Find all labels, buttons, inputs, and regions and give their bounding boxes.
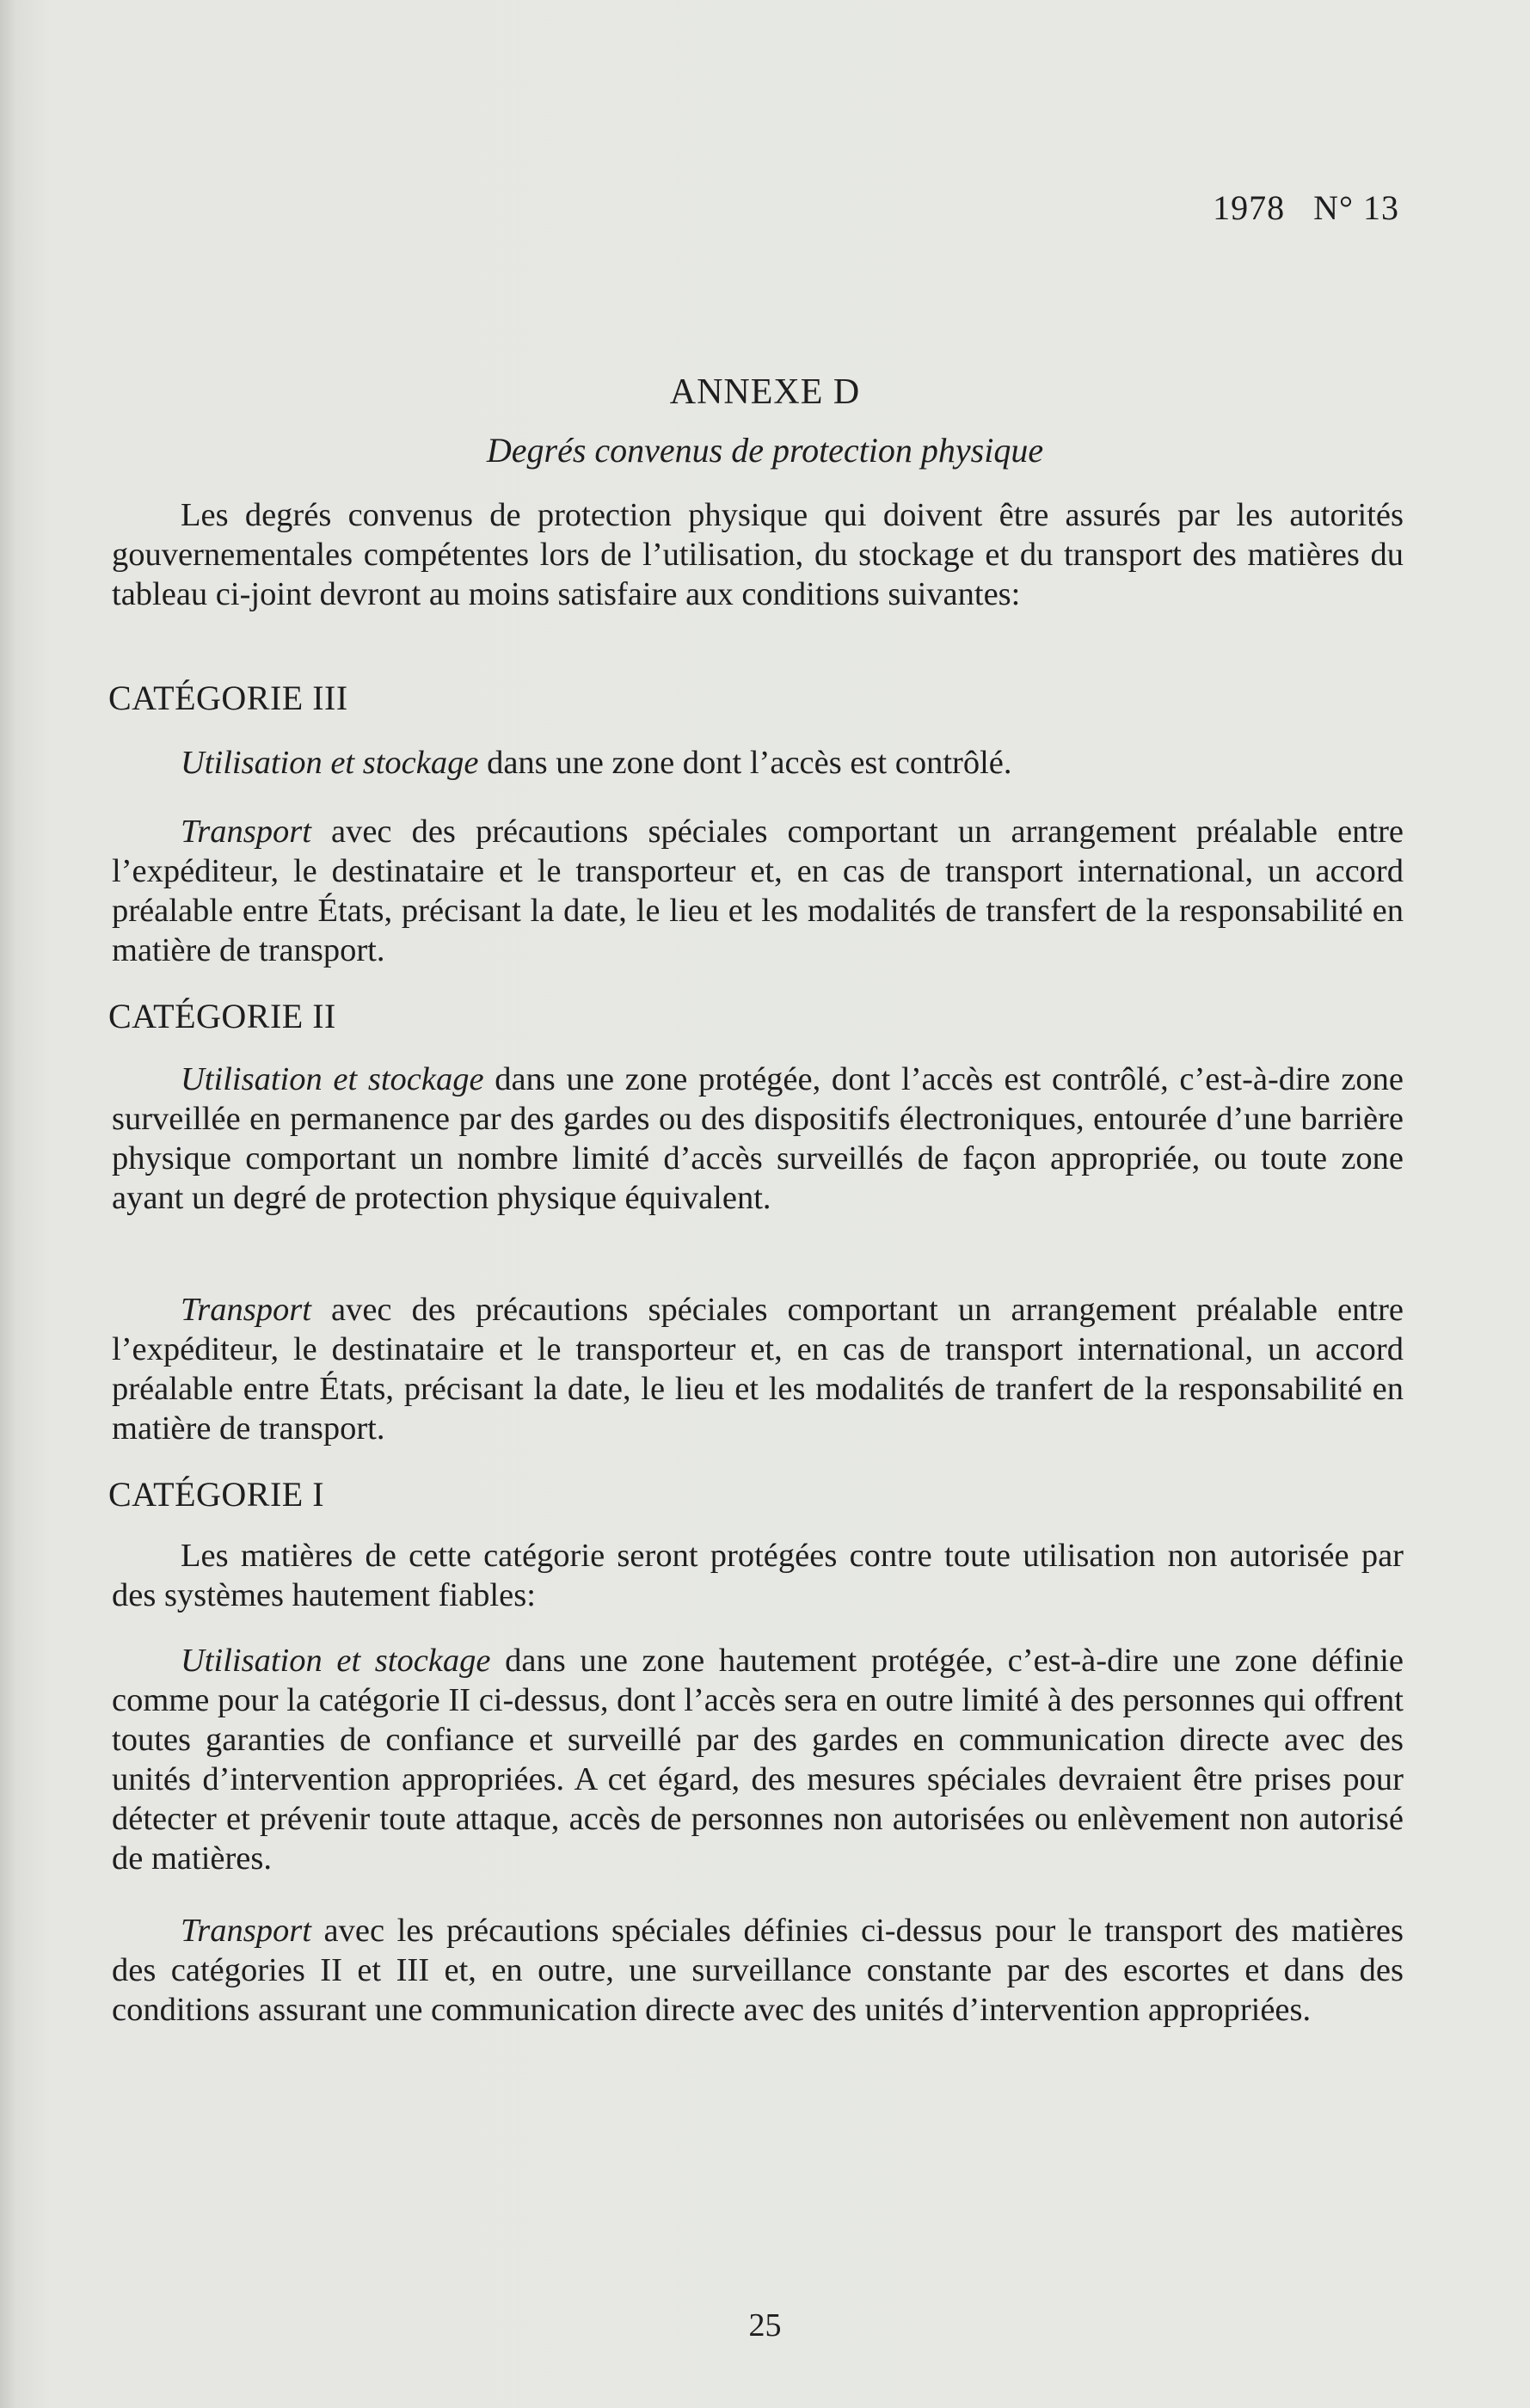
category-iii-transport-paragraph [112, 812, 1404, 970]
category-i-intro-paragraph: Les matières de cette catégorie seront protégées contre toute utilisation non autorisée par des systèmes hautement fiables: [112, 1538, 1404, 1613]
category-heading-i: CATÉGORIE I [108, 1475, 325, 1514]
page-number: 25 [748, 2307, 782, 2344]
annex-intro-paragraph: Les degrés convenus de protection physique qui doivent être assurés par les autorités gouvernementales compétentes lors de l’utilisation, du stockage et du transport des matières du tableau ci-joint devront au moins satisfaire aux conditions suivantes: [112, 497, 1404, 612]
paragraph-lead: Transport [181, 814, 311, 850]
category-ii-use-storage-paragraph [112, 1060, 1404, 1218]
paragraph-text: avec des précautions spéciales comportant un arrangement préalable entre l’expéditeur, le destinataire et le transporteur et, en cas de transport international, un accord préalable entre États, précisant la date, le lieu et les modalités de tranfert de la responsabilité en matière de transport. [112, 1292, 1404, 1447]
paragraph-text: avec des précautions spéciales comportant un arrangement préalable entre l’expéditeur, le destinataire et le transporteur et, en cas de transport international, un accord préalable entre États, précisant la date, le lieu et les modalités de transfert de la responsabilité en matière de transport. [112, 814, 1404, 968]
category-iii-use-storage-paragraph [112, 743, 1404, 783]
paragraph-text: dans une zone dont l’accès est contrôlé. [478, 745, 1012, 781]
paragraph-text: avec les précautions spéciales définies ci-dessus pour le transport des matières des catégories II et III et, en outre, une surveillance constante par des escortes et dans des conditions assurant une communication directe avec des unités d’intervention appropriées. [112, 1913, 1404, 2028]
paragraph-lead: Utilisation et stockage [181, 1061, 484, 1097]
paragraph-lead: Utilisation et stockage [181, 1643, 491, 1679]
paragraph-lead: Transport [181, 1913, 311, 1949]
category-i-transport-paragraph [112, 1911, 1404, 2030]
category-ii-transport-paragraph [112, 1290, 1404, 1448]
annex-subtitle: Degrés convenus de protection physique [486, 431, 1044, 470]
category-i-use-storage-paragraph [112, 1641, 1404, 1878]
paragraph-text: dans une zone protégée, dont l’accès est contrôlé, c’est-à-dire zone surveillée en permanence par des gardes ou des dispositifs électroniques, entourée d’une barrière physique comportant un nombre limité d’accès surveillés de façon appropriée, ou toute zone ayant un degré de protection physique équivalent. [112, 1061, 1404, 1216]
paragraph-lead: Transport [181, 1292, 311, 1328]
annex-title: ANNEXE D [669, 372, 861, 412]
category-heading-ii: CATÉGORIE II [108, 997, 336, 1035]
page-header-reference: 1978 N° 13 [1213, 188, 1399, 227]
paragraph-lead: Utilisation et stockage [181, 745, 479, 781]
category-heading-iii: CATÉGORIE III [108, 679, 348, 717]
paragraph-text: dans une zone hautement protégée, c’est-à-dire une zone définie comme pour la catégorie II ci-dessus, dont l’accès sera en outre limité à des personnes qui offrent toutes garanties de confiance et surveillé par des gardes en communication directe avec des unités d’intervention appropriées. A cet égard, des mesures spéciales devraient être prises pour détecter et prévenir toute attaque, accès de personnes non autorisées ou enlèvement non autorisé de matières. [112, 1643, 1404, 1877]
